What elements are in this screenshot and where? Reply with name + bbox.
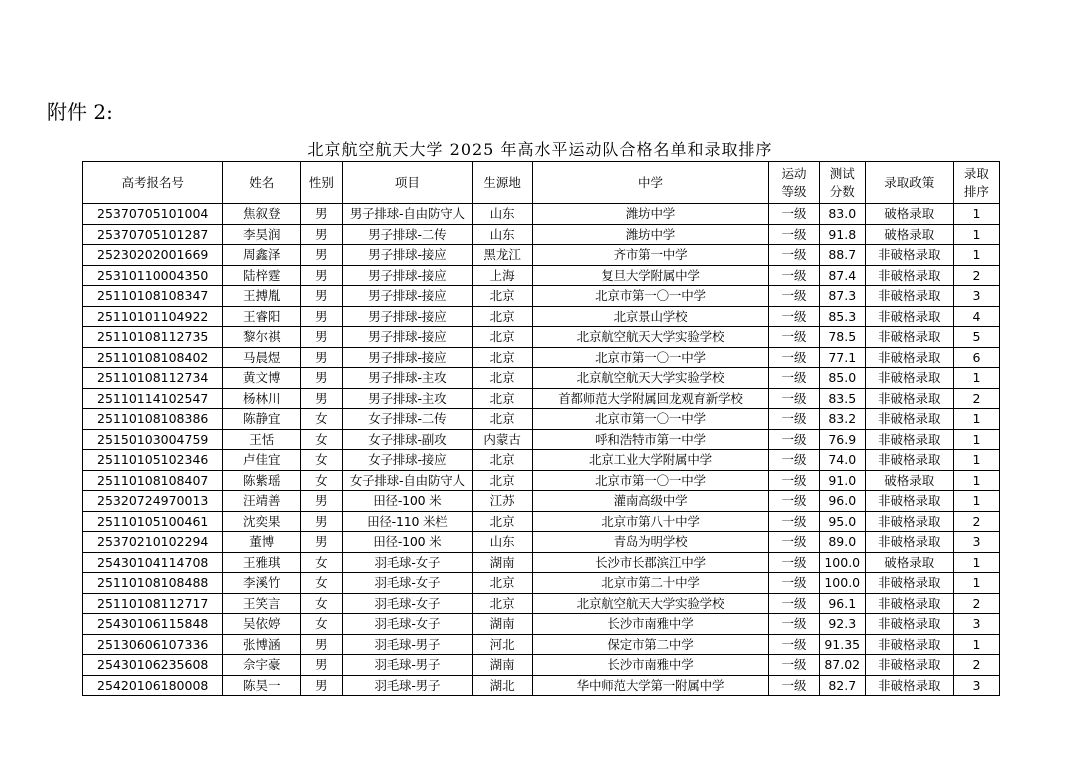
cell-policy: 非破格录取 <box>865 388 953 409</box>
cell-school: 长沙市南雅中学 <box>532 655 769 676</box>
cell-rank: 1 <box>953 552 999 573</box>
cell-event: 羽毛球-男子 <box>342 675 472 696</box>
cell-level: 一级 <box>769 450 819 471</box>
table-row <box>83 204 1000 225</box>
cell-event: 羽毛球-男子 <box>342 655 472 676</box>
cell-exam-id: 25370705101287 <box>83 224 223 245</box>
cell-exam-id: 25150103004759 <box>83 429 223 450</box>
cell-rank: 1 <box>953 573 999 594</box>
cell-event: 女子排球-副攻 <box>342 429 472 450</box>
cell-rank: 2 <box>953 388 999 409</box>
cell-score: 96.0 <box>819 491 865 512</box>
cell-policy: 非破格录取 <box>865 368 953 389</box>
cell-school: 潍坊中学 <box>532 204 769 225</box>
table-row <box>83 347 1000 368</box>
cell-school: 保定市第二中学 <box>532 634 769 655</box>
cell-origin: 北京 <box>472 327 532 348</box>
cell-origin: 北京 <box>472 573 532 594</box>
header-level: 运动 等级 <box>769 162 819 204</box>
cell-origin: 北京 <box>472 306 532 327</box>
table-row <box>83 614 1000 635</box>
cell-policy: 非破格录取 <box>865 429 953 450</box>
cell-score: 83.2 <box>819 409 865 430</box>
cell-school: 齐市第一中学 <box>532 245 769 266</box>
cell-gender: 男 <box>300 265 342 286</box>
cell-name: 杨林川 <box>223 388 301 409</box>
cell-event: 男子排球-接应 <box>342 327 472 348</box>
cell-name: 黄文博 <box>223 368 301 389</box>
cell-rank: 1 <box>953 409 999 430</box>
cell-name: 王雅琪 <box>223 552 301 573</box>
table-row <box>83 675 1000 696</box>
cell-name: 陆梓霆 <box>223 265 301 286</box>
cell-rank: 2 <box>953 593 999 614</box>
cell-level: 一级 <box>769 306 819 327</box>
cell-level: 一级 <box>769 409 819 430</box>
cell-level: 一级 <box>769 368 819 389</box>
cell-level: 一级 <box>769 614 819 635</box>
table-row <box>83 368 1000 389</box>
table-row <box>83 429 1000 450</box>
document-title: 北京航空航天大学 2025 年高水平运动队合格名单和录取排序 <box>307 140 773 159</box>
cell-name: 王恬 <box>223 429 301 450</box>
header-name: 姓名 <box>223 162 301 204</box>
cell-rank: 1 <box>953 429 999 450</box>
cell-gender: 男 <box>300 491 342 512</box>
cell-score: 91.0 <box>819 470 865 491</box>
header-event: 项目 <box>342 162 472 204</box>
cell-gender: 女 <box>300 573 342 594</box>
cell-level: 一级 <box>769 532 819 553</box>
cell-school: 复旦大学附属中学 <box>532 265 769 286</box>
table-row <box>83 470 1000 491</box>
cell-event: 田径-100 米 <box>342 532 472 553</box>
cell-event: 羽毛球-女子 <box>342 552 472 573</box>
cell-name: 焦叙登 <box>223 204 301 225</box>
cell-name: 陈紫瑶 <box>223 470 301 491</box>
cell-rank: 1 <box>953 245 999 266</box>
cell-level: 一级 <box>769 655 819 676</box>
cell-gender: 男 <box>300 655 342 676</box>
table-row <box>83 245 1000 266</box>
table-row <box>83 634 1000 655</box>
cell-policy: 破格录取 <box>865 470 953 491</box>
cell-policy: 非破格录取 <box>865 409 953 430</box>
cell-level: 一级 <box>769 552 819 573</box>
cell-event: 羽毛球-女子 <box>342 614 472 635</box>
cell-origin: 山东 <box>472 224 532 245</box>
cell-policy: 非破格录取 <box>865 450 953 471</box>
cell-name: 张博涵 <box>223 634 301 655</box>
cell-origin: 北京 <box>472 511 532 532</box>
cell-score: 96.1 <box>819 593 865 614</box>
cell-score: 77.1 <box>819 347 865 368</box>
cell-level: 一级 <box>769 245 819 266</box>
cell-event: 男子排球-接应 <box>342 347 472 368</box>
cell-exam-id: 25110108108386 <box>83 409 223 430</box>
table-row <box>83 511 1000 532</box>
cell-rank: 1 <box>953 491 999 512</box>
cell-exam-id: 25420106180008 <box>83 675 223 696</box>
cell-gender: 男 <box>300 388 342 409</box>
cell-origin: 内蒙古 <box>472 429 532 450</box>
cell-score: 87.3 <box>819 286 865 307</box>
cell-rank: 5 <box>953 327 999 348</box>
cell-exam-id: 25110108108407 <box>83 470 223 491</box>
cell-origin: 山东 <box>472 532 532 553</box>
cell-policy: 非破格录取 <box>865 327 953 348</box>
cell-school: 华中师范大学第一附属中学 <box>532 675 769 696</box>
cell-score: 85.3 <box>819 306 865 327</box>
cell-rank: 2 <box>953 265 999 286</box>
cell-gender: 女 <box>300 409 342 430</box>
cell-score: 74.0 <box>819 450 865 471</box>
cell-name: 汪靖善 <box>223 491 301 512</box>
cell-exam-id: 25310110004350 <box>83 265 223 286</box>
cell-gender: 男 <box>300 245 342 266</box>
cell-rank: 3 <box>953 614 999 635</box>
cell-school: 北京航空航天大学实验学校 <box>532 593 769 614</box>
table-row <box>83 532 1000 553</box>
cell-policy: 非破格录取 <box>865 593 953 614</box>
cell-rank: 2 <box>953 655 999 676</box>
cell-level: 一级 <box>769 491 819 512</box>
admission-table <box>82 161 1000 696</box>
cell-rank: 2 <box>953 511 999 532</box>
attachment-label: 附件 2: <box>47 100 113 124</box>
cell-origin: 北京 <box>472 593 532 614</box>
cell-school: 灌南高级中学 <box>532 491 769 512</box>
cell-level: 一级 <box>769 224 819 245</box>
cell-level: 一级 <box>769 204 819 225</box>
cell-score: 100.0 <box>819 573 865 594</box>
cell-origin: 河北 <box>472 634 532 655</box>
cell-policy: 非破格录取 <box>865 573 953 594</box>
cell-event: 男子排球-接应 <box>342 286 472 307</box>
cell-score: 100.0 <box>819 552 865 573</box>
cell-policy: 非破格录取 <box>865 614 953 635</box>
cell-event: 羽毛球-女子 <box>342 593 472 614</box>
cell-school: 青岛为明学校 <box>532 532 769 553</box>
cell-gender: 男 <box>300 511 342 532</box>
cell-name: 王笑言 <box>223 593 301 614</box>
cell-school: 北京航空航天大学实验学校 <box>532 327 769 348</box>
cell-origin: 上海 <box>472 265 532 286</box>
cell-policy: 非破格录取 <box>865 532 953 553</box>
cell-gender: 男 <box>300 634 342 655</box>
cell-gender: 男 <box>300 675 342 696</box>
cell-score: 85.0 <box>819 368 865 389</box>
table-header-row <box>83 162 1000 204</box>
header-rank: 录取 排序 <box>953 162 999 204</box>
cell-event: 田径-110 米栏 <box>342 511 472 532</box>
cell-rank: 1 <box>953 224 999 245</box>
cell-level: 一级 <box>769 675 819 696</box>
cell-rank: 1 <box>953 204 999 225</box>
cell-origin: 黑龙江 <box>472 245 532 266</box>
cell-exam-id: 25110108108488 <box>83 573 223 594</box>
cell-exam-id: 25130606107336 <box>83 634 223 655</box>
cell-gender: 男 <box>300 286 342 307</box>
cell-gender: 男 <box>300 204 342 225</box>
cell-name: 王搏胤 <box>223 286 301 307</box>
cell-rank: 1 <box>953 470 999 491</box>
cell-rank: 6 <box>953 347 999 368</box>
cell-school: 北京景山学校 <box>532 306 769 327</box>
cell-name: 沈奕果 <box>223 511 301 532</box>
cell-name: 陈昊一 <box>223 675 301 696</box>
cell-origin: 北京 <box>472 388 532 409</box>
cell-level: 一级 <box>769 347 819 368</box>
cell-school: 北京市第一〇一中学 <box>532 409 769 430</box>
cell-origin: 北京 <box>472 347 532 368</box>
table-row <box>83 286 1000 307</box>
cell-rank: 3 <box>953 675 999 696</box>
cell-origin: 北京 <box>472 409 532 430</box>
cell-name: 佘宇豪 <box>223 655 301 676</box>
cell-gender: 男 <box>300 306 342 327</box>
header-policy: 录取政策 <box>865 162 953 204</box>
cell-event: 男子排球-自由防守人 <box>342 204 472 225</box>
header-score: 测试 分数 <box>819 162 865 204</box>
cell-name: 卢佳宜 <box>223 450 301 471</box>
cell-score: 91.35 <box>819 634 865 655</box>
cell-event: 田径-100 米 <box>342 491 472 512</box>
cell-exam-id: 25110108108347 <box>83 286 223 307</box>
cell-level: 一级 <box>769 511 819 532</box>
cell-school: 呼和浩特市第一中学 <box>532 429 769 450</box>
table-row <box>83 573 1000 594</box>
cell-score: 82.7 <box>819 675 865 696</box>
cell-event: 女子排球-自由防守人 <box>342 470 472 491</box>
cell-school: 北京市第一〇一中学 <box>532 347 769 368</box>
cell-policy: 非破格录取 <box>865 491 953 512</box>
cell-event: 男子排球-接应 <box>342 245 472 266</box>
cell-exam-id: 25110108112735 <box>83 327 223 348</box>
table-row <box>83 409 1000 430</box>
cell-policy: 非破格录取 <box>865 306 953 327</box>
cell-policy: 非破格录取 <box>865 245 953 266</box>
table-row <box>83 265 1000 286</box>
cell-score: 83.0 <box>819 204 865 225</box>
cell-policy: 非破格录取 <box>865 347 953 368</box>
cell-exam-id: 25370210102294 <box>83 532 223 553</box>
table-row <box>83 655 1000 676</box>
cell-exam-id: 25110108112734 <box>83 368 223 389</box>
cell-origin: 湖南 <box>472 552 532 573</box>
cell-rank: 3 <box>953 286 999 307</box>
header-gender: 性别 <box>300 162 342 204</box>
cell-gender: 女 <box>300 552 342 573</box>
cell-school: 潍坊中学 <box>532 224 769 245</box>
cell-policy: 破格录取 <box>865 204 953 225</box>
cell-event: 羽毛球-女子 <box>342 573 472 594</box>
cell-origin: 北京 <box>472 470 532 491</box>
cell-exam-id: 25430104114708 <box>83 552 223 573</box>
cell-name: 周鑫泽 <box>223 245 301 266</box>
cell-gender: 男 <box>300 532 342 553</box>
cell-gender: 女 <box>300 470 342 491</box>
table-row <box>83 450 1000 471</box>
cell-exam-id: 25110101104922 <box>83 306 223 327</box>
table-row <box>83 327 1000 348</box>
cell-school: 北京市第一〇一中学 <box>532 470 769 491</box>
cell-exam-id: 25320724970013 <box>83 491 223 512</box>
cell-score: 95.0 <box>819 511 865 532</box>
cell-score: 76.9 <box>819 429 865 450</box>
cell-rank: 1 <box>953 368 999 389</box>
cell-score: 88.7 <box>819 245 865 266</box>
header-exam-id: 高考报名号 <box>83 162 223 204</box>
cell-school: 长沙市南雅中学 <box>532 614 769 635</box>
table-row <box>83 224 1000 245</box>
cell-score: 83.5 <box>819 388 865 409</box>
cell-gender: 女 <box>300 450 342 471</box>
cell-event: 男子排球-主攻 <box>342 368 472 389</box>
cell-event: 女子排球-接应 <box>342 450 472 471</box>
cell-level: 一级 <box>769 470 819 491</box>
cell-exam-id: 25110105102346 <box>83 450 223 471</box>
cell-score: 89.0 <box>819 532 865 553</box>
cell-policy: 非破格录取 <box>865 286 953 307</box>
cell-exam-id: 25110108112717 <box>83 593 223 614</box>
table-row <box>83 593 1000 614</box>
cell-gender: 女 <box>300 429 342 450</box>
cell-origin: 湖北 <box>472 675 532 696</box>
cell-score: 91.8 <box>819 224 865 245</box>
cell-origin: 湖南 <box>472 614 532 635</box>
cell-school: 北京航空航天大学实验学校 <box>532 368 769 389</box>
cell-score: 87.02 <box>819 655 865 676</box>
cell-level: 一级 <box>769 593 819 614</box>
cell-gender: 男 <box>300 368 342 389</box>
cell-origin: 湖南 <box>472 655 532 676</box>
cell-gender: 男 <box>300 224 342 245</box>
cell-level: 一级 <box>769 327 819 348</box>
cell-gender: 男 <box>300 327 342 348</box>
table-row <box>83 491 1000 512</box>
table-row <box>83 388 1000 409</box>
header-school: 中学 <box>532 162 769 204</box>
cell-event: 男子排球-主攻 <box>342 388 472 409</box>
cell-name: 董博 <box>223 532 301 553</box>
cell-name: 李昊润 <box>223 224 301 245</box>
cell-name: 马晨煜 <box>223 347 301 368</box>
cell-exam-id: 25430106115848 <box>83 614 223 635</box>
cell-rank: 4 <box>953 306 999 327</box>
cell-origin: 北京 <box>472 286 532 307</box>
cell-school: 北京市第八十中学 <box>532 511 769 532</box>
cell-exam-id: 25370705101004 <box>83 204 223 225</box>
cell-name: 黎尔祺 <box>223 327 301 348</box>
cell-exam-id: 25430106235608 <box>83 655 223 676</box>
cell-score: 92.3 <box>819 614 865 635</box>
header-origin: 生源地 <box>472 162 532 204</box>
cell-school: 北京市第一〇一中学 <box>532 286 769 307</box>
cell-origin: 北京 <box>472 368 532 389</box>
cell-rank: 1 <box>953 450 999 471</box>
table-row <box>83 552 1000 573</box>
cell-exam-id: 25110114102547 <box>83 388 223 409</box>
cell-rank: 3 <box>953 532 999 553</box>
cell-level: 一级 <box>769 388 819 409</box>
cell-name: 李溪竹 <box>223 573 301 594</box>
cell-event: 羽毛球-男子 <box>342 634 472 655</box>
cell-name: 吴依婷 <box>223 614 301 635</box>
cell-policy: 非破格录取 <box>865 265 953 286</box>
cell-school: 长沙市长郡滨江中学 <box>532 552 769 573</box>
cell-event: 女子排球-二传 <box>342 409 472 430</box>
cell-level: 一级 <box>769 634 819 655</box>
cell-level: 一级 <box>769 573 819 594</box>
cell-name: 陈静宜 <box>223 409 301 430</box>
cell-event: 男子排球-接应 <box>342 265 472 286</box>
cell-level: 一级 <box>769 286 819 307</box>
cell-origin: 江苏 <box>472 491 532 512</box>
cell-score: 87.4 <box>819 265 865 286</box>
cell-policy: 非破格录取 <box>865 511 953 532</box>
cell-exam-id: 25110105100461 <box>83 511 223 532</box>
cell-policy: 非破格录取 <box>865 675 953 696</box>
cell-exam-id: 25110108108402 <box>83 347 223 368</box>
cell-level: 一级 <box>769 429 819 450</box>
cell-rank: 1 <box>953 634 999 655</box>
cell-origin: 山东 <box>472 204 532 225</box>
cell-school: 北京工业大学附属中学 <box>532 450 769 471</box>
cell-level: 一级 <box>769 265 819 286</box>
cell-name: 王睿阳 <box>223 306 301 327</box>
cell-score: 78.5 <box>819 327 865 348</box>
cell-policy: 破格录取 <box>865 552 953 573</box>
cell-policy: 非破格录取 <box>865 655 953 676</box>
cell-school: 北京市第二十中学 <box>532 573 769 594</box>
cell-policy: 非破格录取 <box>865 634 953 655</box>
cell-exam-id: 25230202001669 <box>83 245 223 266</box>
cell-origin: 北京 <box>472 450 532 471</box>
cell-gender: 女 <box>300 593 342 614</box>
cell-school: 首都师范大学附属回龙观育新学校 <box>532 388 769 409</box>
cell-event: 男子排球-二传 <box>342 224 472 245</box>
cell-gender: 女 <box>300 614 342 635</box>
cell-policy: 破格录取 <box>865 224 953 245</box>
table-row <box>83 306 1000 327</box>
cell-event: 男子排球-接应 <box>342 306 472 327</box>
cell-gender: 男 <box>300 347 342 368</box>
